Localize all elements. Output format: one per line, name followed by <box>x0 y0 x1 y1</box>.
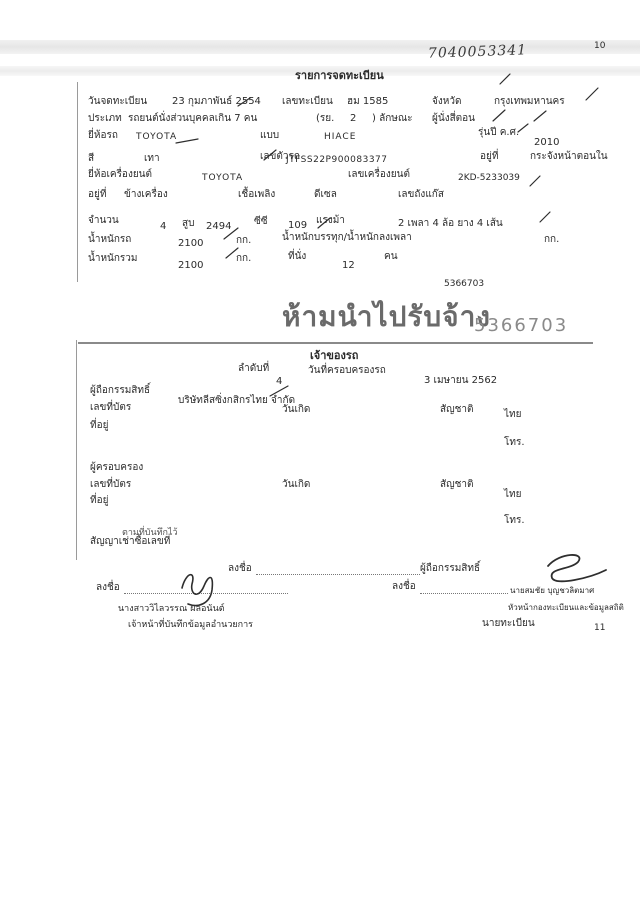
persons: คน <box>384 251 398 262</box>
gross-label: น้ำหนักรวม <box>88 253 138 264</box>
section-divider <box>78 342 593 344</box>
possessor-id-label: เลขที่บัตร <box>90 479 132 490</box>
check-mark-1 <box>176 139 198 143</box>
handwritten-number: 7040053341 <box>427 42 528 62</box>
stamp-text: ห้ามนำไปรับจ้าง <box>282 300 491 333</box>
engine-no: 2KD-5233039 <box>458 173 520 183</box>
kg2: กก. <box>544 234 560 245</box>
rs-value: 2 <box>350 113 357 124</box>
possessor-nat: ไทย <box>504 489 522 500</box>
possession-date: 3 เมษายน 2562 <box>424 375 498 386</box>
year-label: รุ่นปี ค.ศ. <box>478 127 520 138</box>
holder-label: ผู้ถือกรรมสิทธิ์ <box>90 385 151 396</box>
fuel: ดีเซล <box>314 189 337 200</box>
owner-title: เจ้าของรถ <box>310 349 359 362</box>
year: 2010 <box>534 137 560 148</box>
chassis-loc-label: อยู่ที่ <box>480 151 499 162</box>
right-office: หัวหน้ากองทะเบียนและข้อมูลสถิติ <box>508 603 624 612</box>
engine-loc-label: อยู่ที่ <box>88 189 107 200</box>
check-mark-9 <box>530 176 540 186</box>
holder-name: บริษัทลีสซิ่งกสิกรไทย จำกัด <box>178 395 296 406</box>
stamp-serial: 5366703 <box>444 279 485 289</box>
possession-label: วันที่ครอบครองรถ <box>308 365 386 376</box>
possessor-addr-label: ที่อยู่ <box>90 495 109 506</box>
engine-no-label: เลขเครื่องยนต์ <box>348 169 410 180</box>
left-sign-line <box>124 593 288 594</box>
color: เทา <box>144 153 160 164</box>
holder-nat: ไทย <box>504 409 522 420</box>
check-mark-6 <box>534 111 546 121</box>
possessor-label: ผู้ครอบครอง <box>90 462 144 473</box>
holder-nat-label: สัญชาติ <box>440 404 474 415</box>
gas-tank-label: เลขถังแก๊ส <box>398 189 444 200</box>
holder-sign-label: ลงชื่อ <box>228 563 252 574</box>
holder-sign-line <box>256 574 420 575</box>
weight: 2100 <box>178 238 204 249</box>
holder-dob-label: วันเกิด <box>282 404 311 415</box>
left-sign-label: ลงชื่อ <box>96 582 120 593</box>
count-label: จำนวน <box>88 215 119 226</box>
cyl-label: สูบ <box>182 218 195 229</box>
hp: 109 <box>288 220 308 231</box>
check-mark-10 <box>540 212 550 222</box>
chassis-label: เลขตัวรถ <box>260 151 300 162</box>
engine-loc: ข้างเครื่อง <box>124 189 168 200</box>
possessor-nat-label: สัญชาติ <box>440 479 474 490</box>
left-margin-line-2 <box>76 340 77 560</box>
left-name: นางสาววิไลวรรณ ผลอนันต์ <box>118 604 225 614</box>
kg1: กก. <box>236 235 252 246</box>
cc-label: ซีซี <box>254 216 268 227</box>
right-signature <box>548 555 606 581</box>
load-label: น้ำหนักบรรทุก/น้ำหนักลงเพลา <box>282 232 412 243</box>
contract-label: สัญญาเช่าซื้อเลขที่ <box>90 536 171 547</box>
style-label: ) ลักษณะ <box>372 113 413 124</box>
holder-tel: โทร. <box>504 437 525 448</box>
page-number-bottom: 11 <box>594 623 606 633</box>
reg-date: 23 กุมภาพันธ์ 2554 <box>172 96 261 107</box>
rs-label: (รย. <box>316 113 335 124</box>
holder-id-label: เลขที่บัตร <box>90 402 132 413</box>
left-role: เจ้าหน้าที่บันทึกข้อมูลอำนวยการ <box>128 620 254 630</box>
right-sign-line <box>420 593 508 594</box>
contract-note: ตามที่บันทึกไว้ <box>122 528 178 538</box>
weight-label: น้ำหนักรถ <box>88 234 132 245</box>
chassis-loc: กระจังหน้าตอนใน <box>530 151 608 162</box>
check-mark-7 <box>518 124 528 132</box>
right-name: นายสมชัย บุญชวลิตมาศ <box>510 586 595 595</box>
engine-brand: TOYOTA <box>202 173 244 183</box>
model-label: แบบ <box>260 130 280 141</box>
holder-addr-label: ที่อยู่ <box>90 420 109 431</box>
order: 4 <box>276 376 283 387</box>
engine-brand-label: ยี่ห้อเครื่องยนต์ <box>88 169 153 180</box>
reg-date-label: วันจดทะเบียน <box>88 96 148 107</box>
hp-label: แรงม้า <box>316 215 345 226</box>
plate: ฮม 1585 <box>347 96 389 107</box>
type-label: ประเภท <box>88 113 122 124</box>
kg3: กก. <box>236 253 252 264</box>
plate-label: เลขทะเบียน <box>282 96 333 107</box>
brand-label: ยี่ห้อรถ <box>88 130 118 141</box>
style: ผู้นั่งสี่ตอน <box>432 113 476 124</box>
page-number-top: 10 <box>594 41 606 51</box>
gross: 2100 <box>178 260 204 271</box>
fuel-label: เชื้อเพลิง <box>238 189 276 200</box>
right-role: นายทะเบียน <box>482 618 535 629</box>
seats-label: ที่นั่ง <box>288 251 307 262</box>
province-label: จังหวัด <box>432 96 462 107</box>
stamp-overlay: 5366703 <box>474 315 569 336</box>
color-label: สี <box>88 153 95 164</box>
brand: TOYOTA <box>136 132 178 142</box>
province: กรุงเทพมหานคร <box>494 96 565 107</box>
cc: 2494 <box>206 221 232 232</box>
possessor-dob-label: วันเกิด <box>282 479 311 490</box>
axles-wheels: 2 เพลา 4 ล้อ ยาง 4 เส้น <box>398 218 503 229</box>
right-sign-label: ลงชื่อ <box>392 581 416 592</box>
possessor-tel: โทร. <box>504 515 525 526</box>
registration-title: รายการจดทะเบียน <box>295 69 384 82</box>
cylinders: 4 <box>160 221 167 232</box>
check-mark-5 <box>493 110 505 121</box>
type: รถยนต์นั่งส่วนบุคคลเกิน 7 คน <box>128 113 258 124</box>
left-signature <box>182 575 212 606</box>
seats: 12 <box>342 260 355 271</box>
check-mark-3 <box>586 88 598 100</box>
scan-top-band <box>0 40 640 54</box>
left-margin-line <box>77 82 78 282</box>
holder-role: ผู้ถือกรรมสิทธิ์ <box>420 563 481 574</box>
model: HIACE <box>324 132 357 142</box>
chassis: JTFSS22P900083377 <box>286 155 388 165</box>
order-label: ลำดับที่ <box>238 363 270 374</box>
